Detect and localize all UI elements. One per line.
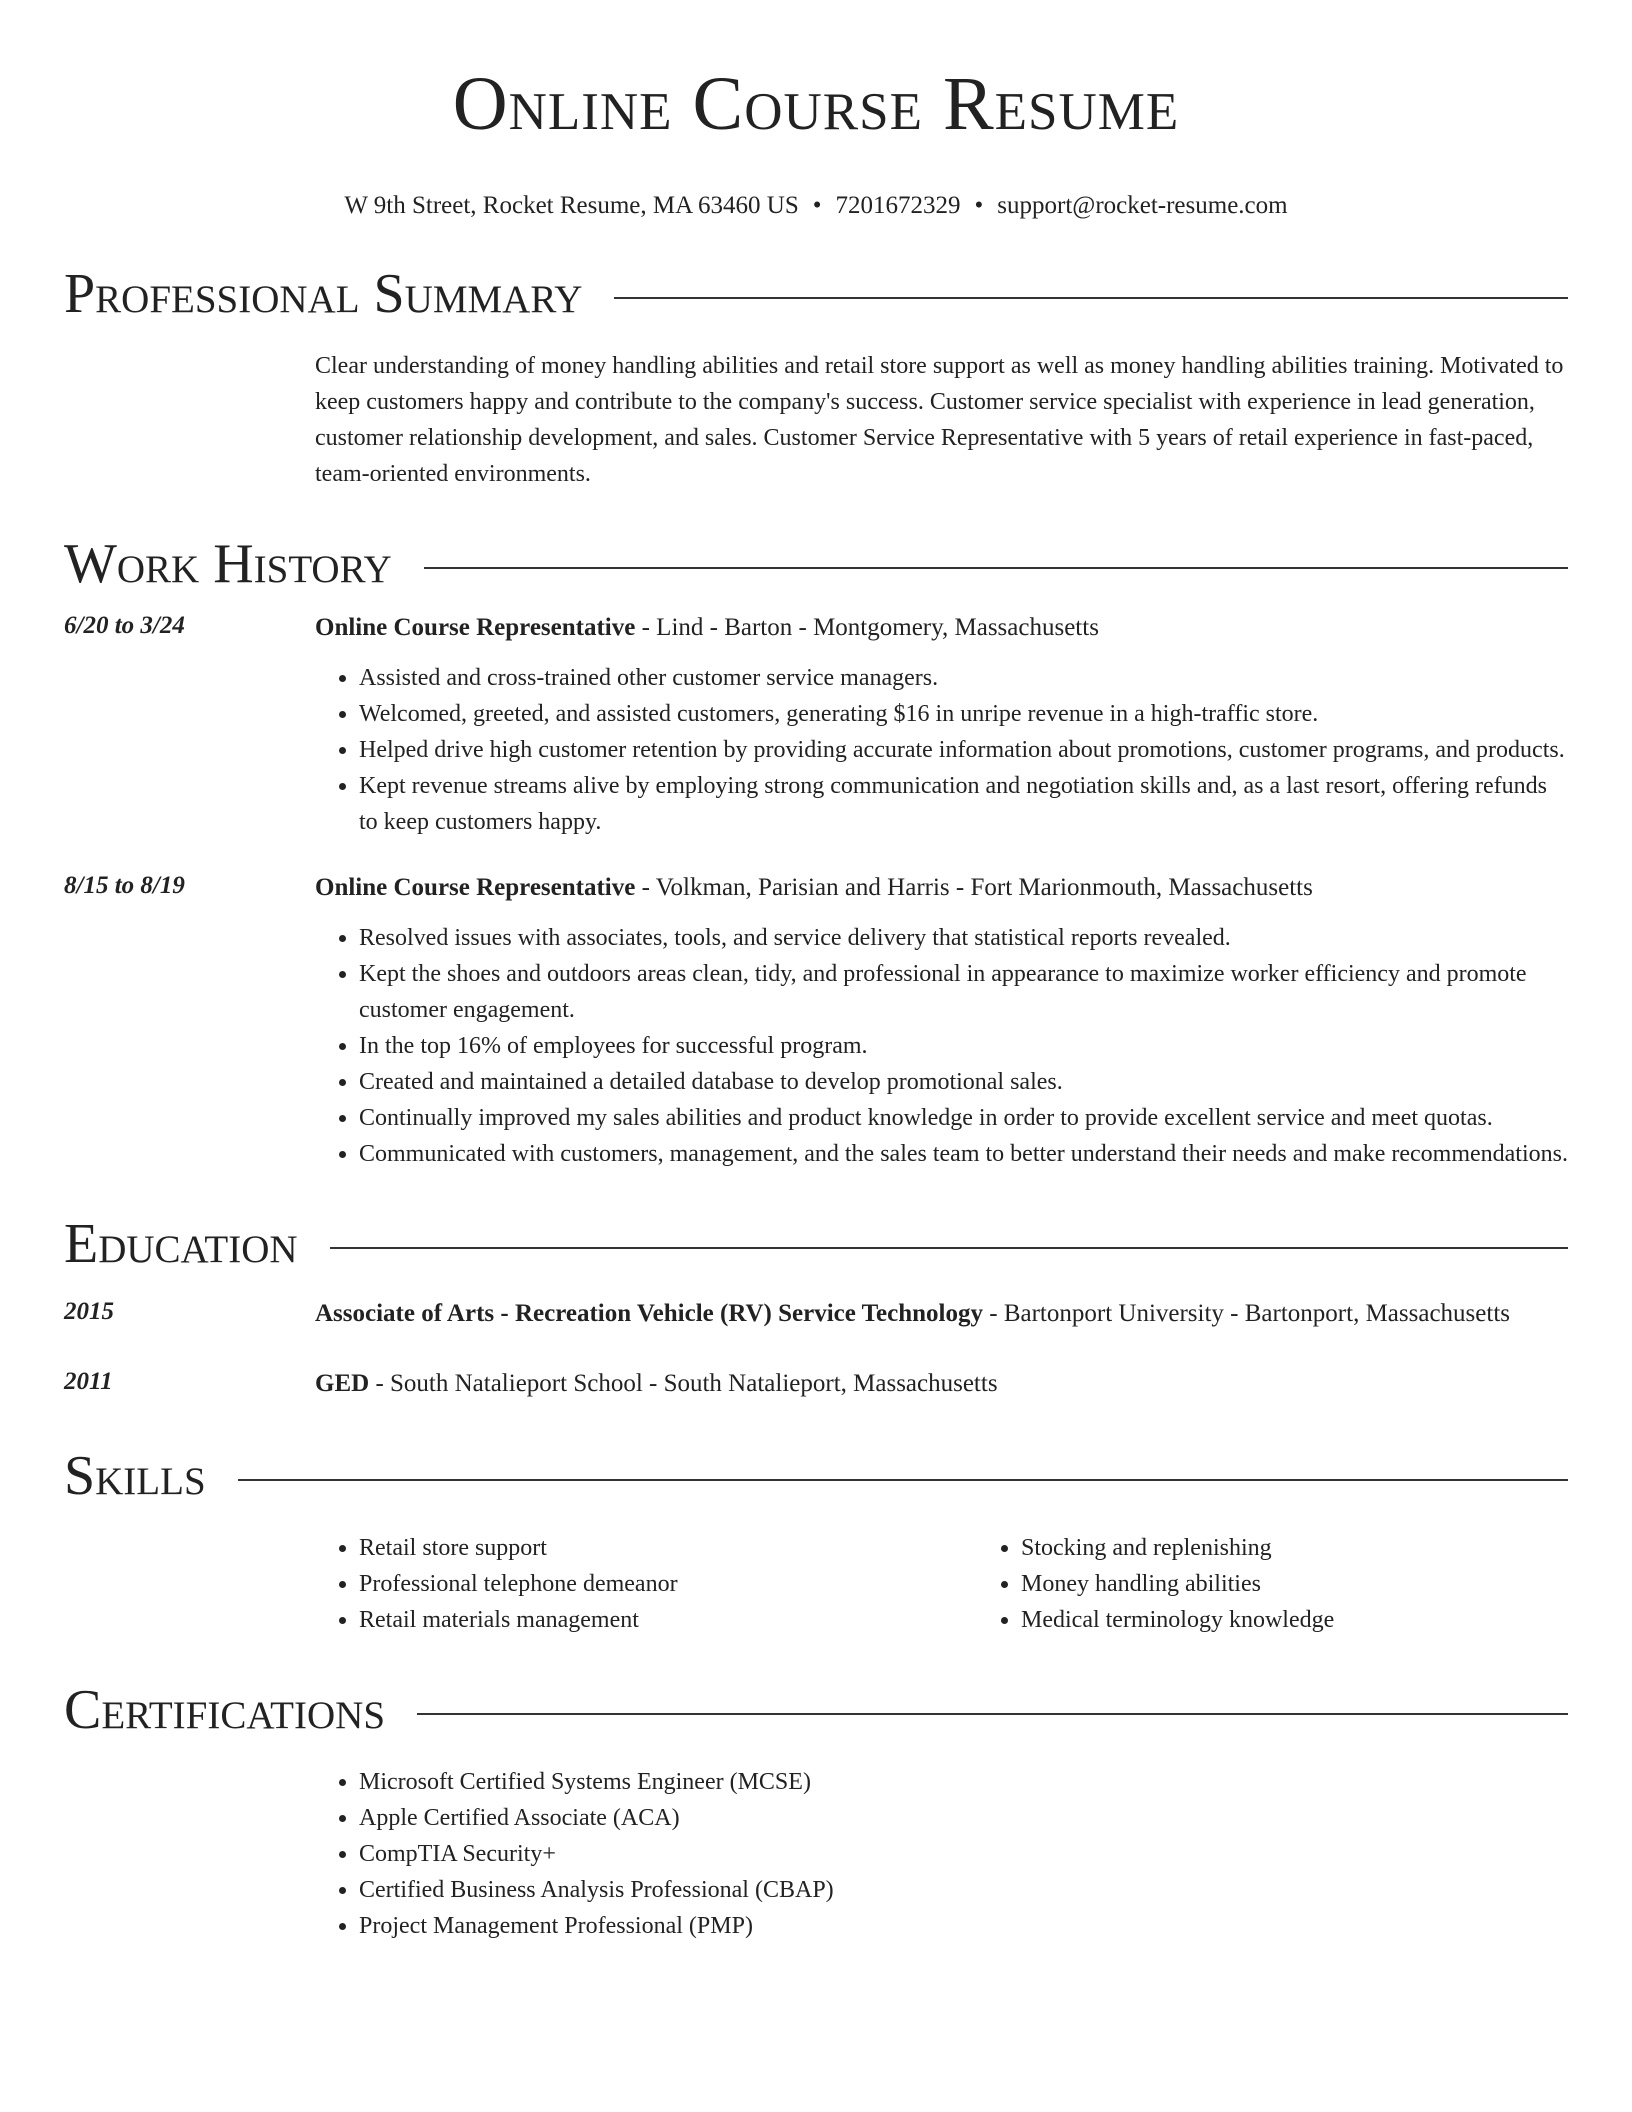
skill-item: • Stocking and replenishing xyxy=(1021,1530,1632,1566)
skill-item: • Retail materials management xyxy=(359,1602,977,1638)
job-title: Online Course Representative xyxy=(315,874,636,901)
list-item: • Resolved issues with associates, tools, and service delivery that statistical reports revealed. xyxy=(359,920,1568,956)
certifications-list xyxy=(315,1764,1568,1944)
education-heading: Education xyxy=(64,1213,298,1275)
education-section-header xyxy=(64,1212,1568,1276)
contact-phone: 7201672329 xyxy=(835,192,961,219)
contact-separator: • xyxy=(812,192,822,219)
job-bullets xyxy=(315,660,1568,840)
contact-email: support@rocket-resume.com xyxy=(997,192,1288,219)
education-year: 2015 xyxy=(64,1298,114,1325)
work-heading: Work History xyxy=(64,533,392,595)
list-item: • Kept the shoes and outdoors areas clean, tidy, and professional in appearance to maximize worker efficiency and promote customer engagement. xyxy=(359,956,1568,1028)
certification-item: • Apple Certified Associate (ACA) xyxy=(359,1800,1568,1836)
list-item: • Kept revenue streams alive by employing strong communication and negotiation skills and, as a last resort, offering refunds to keep customers happy. xyxy=(359,768,1568,840)
summary-block xyxy=(64,348,1568,492)
summary-heading: Professional Summary xyxy=(64,263,583,325)
certifications-block xyxy=(64,1764,1568,1944)
contact-address: W 9th Street, Rocket Resume, MA 63460 US xyxy=(344,192,799,219)
certification-item: • Certified Business Analysis Professional (CBAP) xyxy=(359,1872,1568,1908)
skills-block xyxy=(64,1508,1568,1638)
section-divider xyxy=(417,1713,1568,1715)
education-details: - South Natalieport School - South Natalieport, Massachusetts xyxy=(369,1370,998,1397)
resume-name: Online Course Resume xyxy=(452,62,1180,146)
education-degree: Associate of Arts - Recreation Vehicle (RV) Service Technology xyxy=(315,1300,983,1327)
list-item: • Assisted and cross-trained other customer service managers. xyxy=(359,660,1568,696)
section-divider xyxy=(614,297,1568,299)
skills-section-header xyxy=(64,1444,1568,1508)
education-entry xyxy=(64,1294,1568,1334)
certification-item: • Microsoft Certified Systems Engineer (MCSE) xyxy=(359,1764,1568,1800)
list-item: • Communicated with customers, management, and the sales team to better understand their needs and make recommendations. xyxy=(359,1136,1568,1172)
list-item: • In the top 16% of employees for successful program. xyxy=(359,1028,1568,1064)
job-entry xyxy=(64,608,1568,840)
education-entry xyxy=(64,1364,1568,1404)
skills-column-1 xyxy=(315,1530,977,1638)
skills-heading: Skills xyxy=(64,1445,206,1507)
list-item: • Welcomed, greeted, and assisted customers, generating $16 in unripe revenue in a high-traffic store. xyxy=(359,696,1568,732)
section-divider xyxy=(330,1247,1568,1249)
job-title-line xyxy=(315,868,1568,908)
education-year: 2011 xyxy=(64,1368,113,1395)
skill-item: • Money handling abilities xyxy=(1021,1566,1632,1602)
skill-item: • Medical terminology knowledge xyxy=(1021,1602,1632,1638)
education-degree: GED xyxy=(315,1370,370,1397)
education-details: - Bartonport University - Bartonport, Massachusetts xyxy=(983,1300,1510,1327)
education-line xyxy=(315,1294,1568,1334)
certification-item: • CompTIA Security+ xyxy=(359,1836,1568,1872)
job-entry xyxy=(64,868,1568,1172)
job-dates: 6/20 to 3/24 xyxy=(64,612,185,639)
skill-item: • Professional telephone demeanor xyxy=(359,1566,977,1602)
section-divider xyxy=(238,1479,1568,1481)
job-bullets xyxy=(315,920,1568,1172)
education-line xyxy=(315,1364,1568,1404)
work-section-header xyxy=(64,532,1568,596)
certifications-heading: Certifications xyxy=(64,1679,386,1741)
summary-text: Clear understanding of money handling abilities and retail store support as well as money handling abilities training. Motivated to keep customers happy and contribute to the company's success. Customer service specialist with experience in lead generation, customer relationship development, and sales. Customer Service Representative with 5 years of retail experience in fast-paced, team-oriented environments. xyxy=(315,353,1564,487)
job-details: - Volkman, Parisian and Harris - Fort Marionmouth, Massachusetts xyxy=(635,874,1313,901)
summary-section-header xyxy=(64,262,1568,326)
skill-item: • Retail store support xyxy=(359,1530,977,1566)
list-item: • Continually improved my sales abilities and product knowledge in order to provide excellent service and meet quotas. xyxy=(359,1100,1568,1136)
list-item: • Helped drive high customer retention by providing accurate information about promotions, customer programs, and products. xyxy=(359,732,1568,768)
job-details: - Lind - Barton - Montgomery, Massachusetts xyxy=(635,614,1099,641)
section-divider xyxy=(424,567,1568,569)
list-item: • Created and maintained a detailed database to develop promotional sales. xyxy=(359,1064,1568,1100)
certifications-section-header xyxy=(64,1678,1568,1742)
job-title-line xyxy=(315,608,1568,648)
contact-separator: • xyxy=(974,192,984,219)
job-title: Online Course Representative xyxy=(315,614,636,641)
contact-line xyxy=(64,190,1568,222)
certification-item: • Project Management Professional (PMP) xyxy=(359,1908,1568,1944)
job-dates: 8/15 to 8/19 xyxy=(64,872,185,899)
skills-column-2 xyxy=(977,1530,1632,1638)
